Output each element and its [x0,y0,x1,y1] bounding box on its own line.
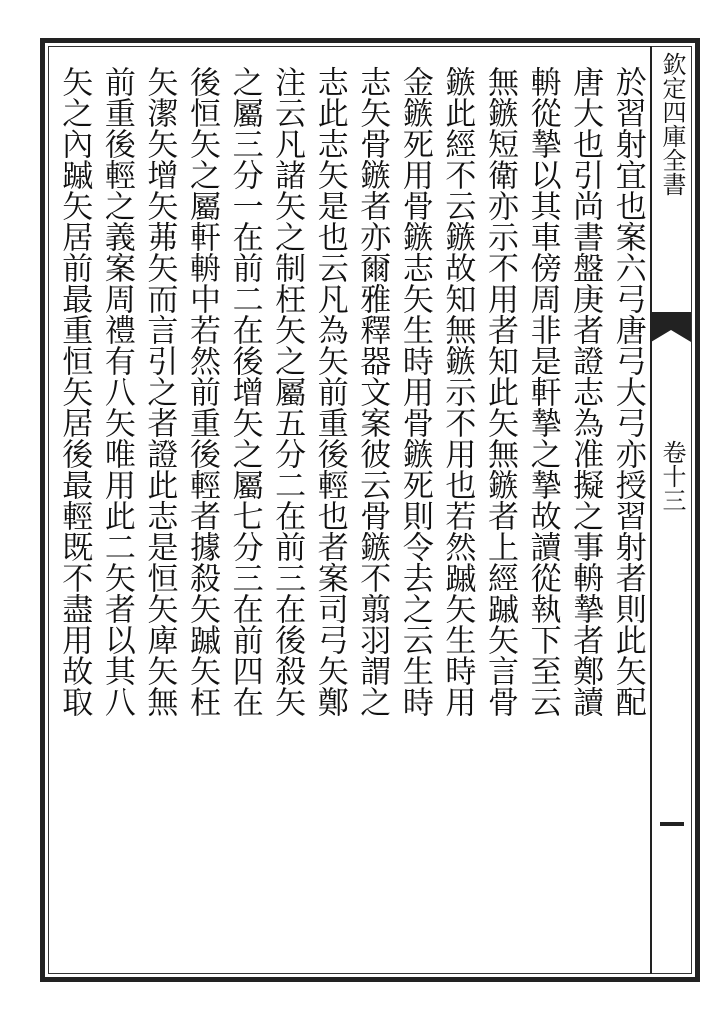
text-column: 唐大也引尚書盤庚者證志為准擬之事輈摯者鄭讀 [567,66,604,717]
text-column: 志矢骨鏃者亦爾雅釋器文案彼云骨鏃不翦羽謂之 [354,66,391,717]
margin-bottom-mark [660,822,684,826]
book-title: 欽定四庫全書 [658,52,686,196]
text-column: 鏃此經不云鏃故知無鏃示不用也若然䠞矢生時用 [439,66,476,717]
volume-number: 卷十三 [658,440,686,512]
text-column: 志此志矢是也云凡為矢前重後輕也者案司弓矢鄭 [311,66,348,717]
text-column: 前重後輕之義案周禮有八矢唯用此二矢者以其八 [98,66,135,717]
text-column: 後恒矢之屬軒輈中若然前重後輕者據殺矢䠞矢枉 [184,66,220,717]
text-column: 矢潔矢增矢茀矢而言引之者證此志是恒矢庳矢無 [141,66,178,717]
text-column: 無鏃短衛亦示不用者知此矢無鏃者上經䠞矢言骨 [482,66,518,717]
text-column: 矢之內䠞矢居前最重恒矢居後最輕既不盡用故取 [56,66,93,717]
text-column: 注云凡諸矢之制枉矢之屬五分二在前三在後殺矢 [269,66,306,717]
text-column: 輈從摯以其車傍周非是軒摯之摯故讀從執下至云 [524,66,561,717]
text-column: 於習射宜也案六弓唐弓大弓亦授習射者則此矢配 [609,66,646,717]
text-column: 之屬三分一在前二在後增矢之屬七分三在前四在 [226,66,263,717]
text-column: 金鏃死用骨鏃志矢生時用骨鏃死則令去之云生時 [396,66,433,717]
